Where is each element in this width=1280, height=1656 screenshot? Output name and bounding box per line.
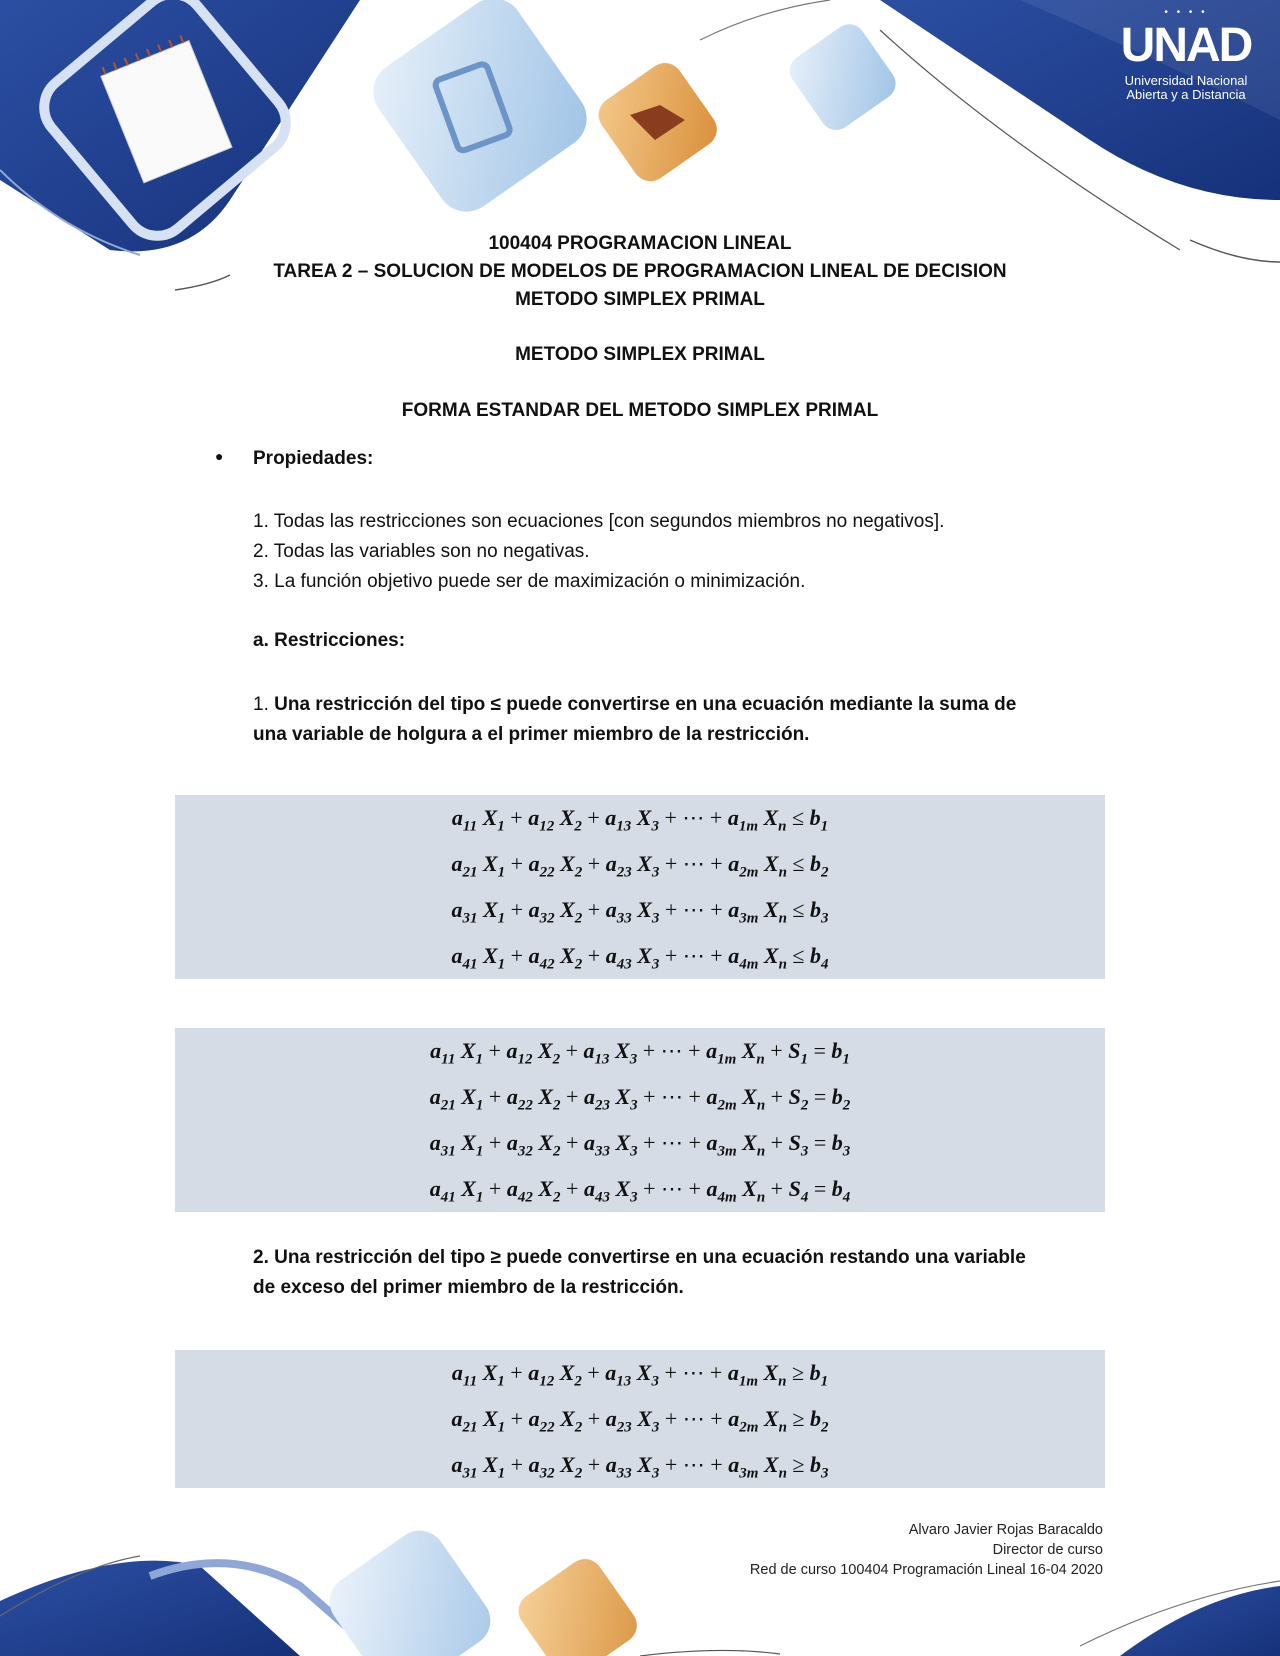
- restrictions-heading: a. Restricciones:: [253, 630, 406, 651]
- equation-block-slack: [175, 1028, 1105, 1212]
- equation-line: $a_{11}$ $X_1 + a_{12}$ $X_2 + a_{13}$ $X_3$ + ⋯ + $a_{1m}$ $X_n \le b_1$: [451, 805, 829, 835]
- task-title: TAREA 2 – SOLUCION DE MODELOS DE PROGRAMACION LINEAL DE DECISION: [273, 261, 1007, 282]
- list-item: 3. La función objetivo puede ser de maximización o minimización.: [253, 571, 806, 592]
- equation-line: $a_{31}$ $X_1 + a_{32}$ $X_2 + a_{33}$ $X_3$ + ⋯ + $a_{3m}$ $X_n + S_3 = b_3$: [429, 1130, 851, 1160]
- logo-dots-icon: • • • •: [1164, 7, 1208, 18]
- equation-line: $a_{41}$ $X_1 + a_{42}$ $X_2 + a_{43}$ $X_3$ + ⋯ + $a_{4m}$ $X_n + S_4 = b_4$: [429, 1176, 851, 1206]
- equation-block-leq: [175, 795, 1105, 979]
- rule-2-text: [253, 1243, 1026, 1303]
- rule-1-text: [253, 690, 1016, 750]
- equation-line: $a_{31}$ $X_1 + a_{32}$ $X_2 + a_{33}$ $X_3$ + ⋯ + $a_{3m}$ $X_n \ge b_3$: [451, 1452, 829, 1482]
- list-item: 1. Todas las restricciones son ecuaciones [con segundos miembros no negativos].: [253, 511, 945, 532]
- rule-2-line1: 2. Una restricción del tipo ≥ puede convertirse en una ecuación restando una variable: [253, 1247, 1026, 1268]
- footer-decoration: [0, 1506, 1280, 1656]
- logo-text: UNAD: [1120, 19, 1252, 72]
- bullet-icon: ●: [215, 448, 224, 464]
- properties-heading: Propiedades:: [253, 448, 374, 469]
- unad-logo: [1116, 8, 1256, 102]
- logo-subtitle-line1: Universidad Nacional: [1124, 73, 1248, 88]
- footer-course-network: Red de curso 100404 Programación Lineal 16-04 2020: [749, 1562, 1103, 1578]
- logo-subtitle-line2: Abierta y a Distancia: [1126, 87, 1246, 102]
- rule-1-line2: una variable de holgura a el primer miembro de la restricción.: [253, 724, 810, 745]
- properties-list: [253, 507, 944, 597]
- equation-line: $a_{11}$ $X_1 + a_{12}$ $X_2 + a_{13}$ $X_3$ + ⋯ + $a_{1m}$ $X_n + S_1 = b_1$: [430, 1038, 850, 1068]
- list-item: 2. Todas las variables son no negativas.: [253, 541, 590, 562]
- section-form-heading: FORMA ESTANDAR DEL METODO SIMPLEX PRIMAL: [401, 400, 879, 421]
- rule-1-number: 1.: [253, 694, 275, 715]
- rule-1-line1: Una restricción del tipo ≤ puede convertirse en una ecuación mediante la suma de: [274, 694, 1017, 715]
- section-method-heading: METODO SIMPLEX PRIMAL: [515, 344, 765, 365]
- rule-2-line2: de exceso del primer miembro de la restricción.: [253, 1277, 684, 1298]
- equation-line: $a_{21}$ $X_1 + a_{22}$ $X_2 + a_{23}$ $X_3$ + ⋯ + $a_{2m}$ $X_n + S_2 = b_2$: [429, 1084, 851, 1114]
- equation-line: $a_{21}$ $X_1 + a_{22}$ $X_2 + a_{23}$ $X_3$ + ⋯ + $a_{2m}$ $X_n \ge b_2$: [451, 1406, 829, 1436]
- equation-line: $a_{21}$ $X_1 + a_{22}$ $X_2 + a_{23}$ $X_3$ + ⋯ + $a_{2m}$ $X_n \le b_2$: [451, 851, 829, 881]
- method-title: METODO SIMPLEX PRIMAL: [515, 289, 765, 310]
- footer-author: Alvaro Javier Rojas Baracaldo: [908, 1522, 1103, 1538]
- course-title: 100404 PROGRAMACION LINEAL: [488, 233, 792, 254]
- footer-role: Director de curso: [992, 1542, 1103, 1558]
- document-title: [0, 230, 1280, 314]
- equation-line: $a_{31}$ $X_1 + a_{32}$ $X_2 + a_{33}$ $X_3$ + ⋯ + $a_{3m}$ $X_n \le b_3$: [451, 897, 829, 927]
- equation-line: $a_{11}$ $X_1 + a_{12}$ $X_2 + a_{13}$ $X_3$ + ⋯ + $a_{1m}$ $X_n \ge b_1$: [451, 1360, 829, 1390]
- equation-block-geq: [175, 1350, 1105, 1488]
- equation-line: $a_{41}$ $X_1 + a_{42}$ $X_2 + a_{43}$ $X_3$ + ⋯ + $a_{4m}$ $X_n \le b_4$: [451, 943, 829, 973]
